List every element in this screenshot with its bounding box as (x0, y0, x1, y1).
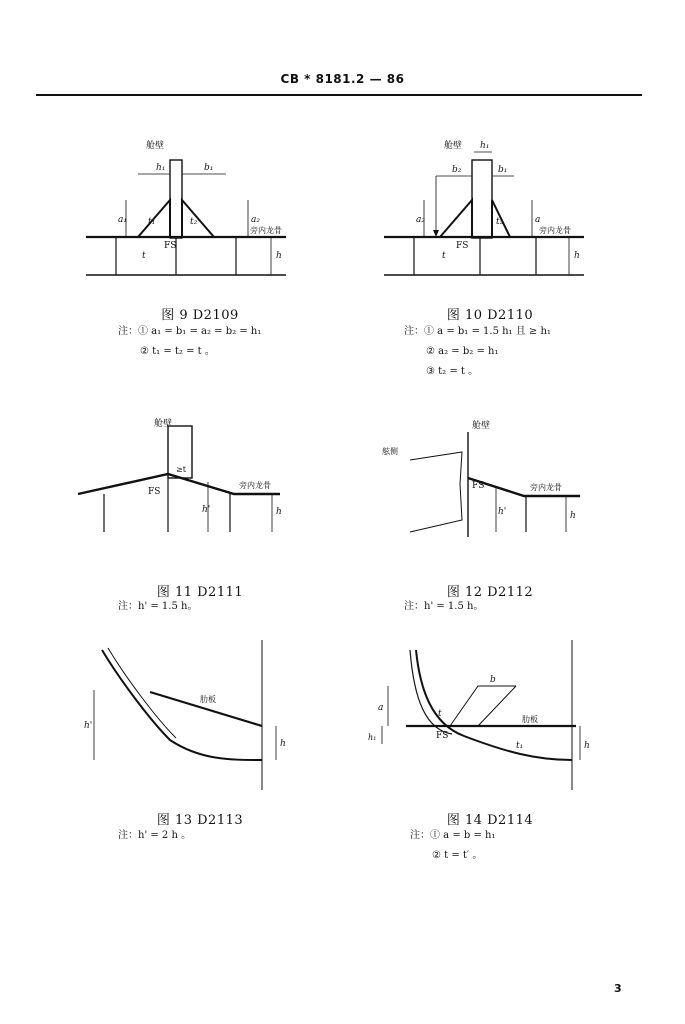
svg-text:FS: FS (164, 241, 177, 251)
page-number: 3 (614, 982, 622, 995)
svg-text:h': h' (498, 507, 507, 517)
figure-14-caption: 图 14 D2114 (446, 813, 534, 828)
svg-text:h: h (276, 251, 282, 261)
header-rule (36, 94, 642, 96)
svg-text:h: h (574, 251, 580, 261)
note-line: 注：h' = 1.5 h。 (118, 601, 198, 612)
figure-11-caption: 图 11 D2111 (156, 585, 244, 600)
svg-text:a: a (378, 703, 384, 713)
svg-text:h': h' (84, 721, 93, 731)
svg-text:h₁: h₁ (156, 163, 166, 173)
svg-text:b: b (490, 675, 496, 685)
note-line: ② t₁ = t₂ = t 。 (140, 346, 215, 357)
figure-9-notes (118, 322, 261, 362)
note-line: ② a₂ = b₂ = h₁ (426, 346, 499, 357)
svg-text:FS: FS (472, 481, 485, 491)
note-line: ② t = t′ 。 (432, 850, 483, 861)
figure-13-caption: 图 13 D2113 (156, 813, 244, 828)
note-line: 注：① a₁ = b₁ = a₂ = b₂ = h₁ (118, 326, 262, 337)
svg-text:t₂: t₂ (496, 217, 504, 227)
figure-12-caption: 图 12 D2112 (446, 585, 534, 600)
label-bulkhead: 舱壁 (444, 141, 463, 151)
figure-14 (366, 640, 590, 800)
figure-13-notes (118, 826, 191, 846)
svg-text:旁内龙骨: 旁内龙骨 (239, 481, 271, 490)
figure-10-caption: 图 10 D2110 (446, 308, 534, 323)
svg-text:h: h (584, 741, 590, 751)
svg-text:h': h' (202, 505, 211, 515)
note-line: 注：① a = b = h₁ (410, 830, 496, 841)
svg-text:b₂: b₂ (452, 165, 462, 175)
figure-10-notes (404, 322, 551, 382)
note-line: 注：① a = b₁ = 1.5 h₁ 且 ≥ h₁ (404, 326, 551, 337)
svg-text:FS: FS (436, 731, 449, 741)
svg-text:a₂: a₂ (251, 215, 260, 225)
svg-text:t₁: t₁ (516, 741, 524, 751)
svg-text:h: h (276, 507, 282, 517)
svg-text:t₂: t₂ (190, 217, 198, 227)
figure-9 (86, 130, 296, 290)
label-bulkhead: 舱壁 (146, 141, 165, 151)
figure-12-notes (404, 597, 483, 617)
svg-text:h₁: h₁ (368, 733, 377, 742)
svg-text:a₁: a₁ (118, 215, 127, 225)
standard-code: CB * 8181.2 — 86 (280, 72, 405, 86)
svg-text:a: a (535, 215, 541, 225)
svg-text:b₁: b₁ (498, 165, 508, 175)
svg-text:肋板: 肋板 (522, 715, 538, 724)
svg-text:a₂: a₂ (416, 215, 425, 225)
svg-text:肋板: 肋板 (200, 695, 216, 704)
note-line: 注：h' = 2 h 。 (118, 830, 192, 841)
figure-14-notes (410, 826, 495, 866)
figure-11 (74, 412, 294, 542)
svg-text:FS: FS (456, 241, 469, 251)
svg-text:h: h (570, 511, 576, 521)
figure-13 (80, 640, 290, 800)
figure-10 (384, 130, 594, 290)
svg-text:舷侧: 舷侧 (382, 447, 398, 456)
figure-9-caption: 图 9 D2109 (161, 308, 239, 323)
svg-text:t: t (142, 251, 146, 261)
svg-text:t: t (438, 709, 442, 719)
svg-text:t: t (442, 251, 446, 261)
svg-text:h: h (280, 739, 286, 749)
svg-text:舱壁: 舱壁 (154, 419, 173, 429)
svg-text:旁内龙骨: 旁内龙骨 (539, 226, 571, 235)
svg-text:旁内龙骨: 旁内龙骨 (530, 483, 562, 492)
svg-text:b₁: b₁ (204, 163, 214, 173)
svg-text:≥t: ≥t (176, 465, 186, 474)
svg-text:舱壁: 舱壁 (472, 421, 491, 431)
svg-text:旁内龙骨: 旁内龙骨 (250, 226, 282, 235)
figure-12 (380, 412, 590, 542)
note-line: ③ t₂ = t 。 (426, 366, 479, 377)
svg-text:FS: FS (148, 487, 161, 497)
svg-text:t₁: t₁ (148, 217, 156, 227)
figure-11-notes (118, 597, 197, 617)
note-line: 注：h' = 1.5 h。 (404, 601, 484, 612)
svg-text:h₁: h₁ (480, 141, 490, 151)
